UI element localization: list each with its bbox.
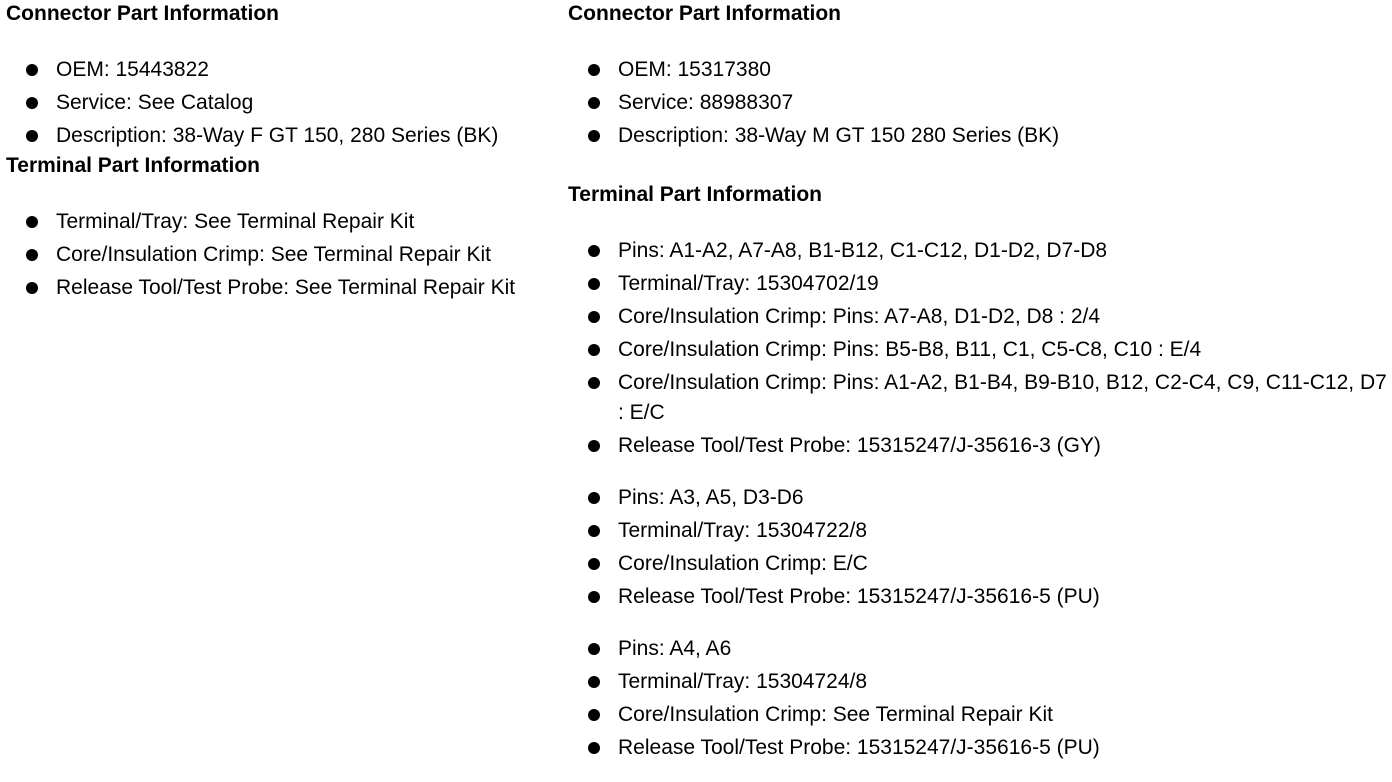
terminal-part-list: [6, 207, 554, 303]
list-item: Service: See Catalog: [6, 88, 554, 118]
terminal-part-heading: Terminal Part Information: [6, 154, 260, 177]
list-item: Description: 38-Way M GT 150 280 Series (BK): [568, 121, 1392, 151]
list-item: Core/Insulation Crimp: Pins: A1-A2, B1-B4, B9-B10, B12, C2-C4, C9, C11-C12, D7 : E/C: [568, 368, 1392, 428]
right-column: [568, 0, 1392, 766]
list-item: OEM: 15443822: [6, 55, 554, 85]
terminal-group: [568, 236, 1392, 461]
list-item: Service: 88988307: [568, 88, 1392, 118]
terminal-part-heading: Terminal Part Information: [568, 183, 822, 206]
connector-part-list: [568, 55, 1392, 151]
list-item: Release Tool/Test Probe: See Terminal Repair Kit: [6, 273, 554, 303]
list-item: Terminal/Tray: See Terminal Repair Kit: [6, 207, 554, 237]
list-item: Core/Insulation Crimp: E/C: [568, 549, 1392, 579]
list-item: OEM: 15317380: [568, 55, 1392, 85]
list-item: Release Tool/Test Probe: 15315247/J-35616-5 (PU): [568, 582, 1392, 612]
connector-part-heading: Connector Part Information: [568, 2, 842, 25]
list-item: Pins: A4, A6: [568, 634, 1392, 664]
group-spacer: [568, 615, 1392, 634]
list-item: Pins: A1-A2, A7-A8, B1-B12, C1-C12, D1-D2, D7-D8: [568, 236, 1392, 266]
list-item: Core/Insulation Crimp: Pins: A7-A8, D1-D2, D8 : 2/4: [568, 302, 1392, 332]
terminal-part-groups: [568, 236, 1392, 763]
list-item: Terminal/Tray: 15304724/8: [568, 667, 1392, 697]
connector-part-heading: Connector Part Information: [6, 2, 280, 25]
list-item: Pins: A3, A5, D3-D6: [568, 483, 1392, 513]
list-item: Core/Insulation Crimp: See Terminal Repair Kit: [568, 700, 1392, 730]
terminal-group: [568, 483, 1392, 612]
list-item: Description: 38-Way F GT 150, 280 Series (BK): [6, 121, 554, 151]
group-spacer: [568, 464, 1392, 483]
list-item: Core/Insulation Crimp: Pins: B5-B8, B11, C1, C5-C8, C10 : E/4: [568, 335, 1392, 365]
list-item: Terminal/Tray: 15304722/8: [568, 516, 1392, 546]
terminal-group: [568, 634, 1392, 763]
list-item: Release Tool/Test Probe: 15315247/J-35616-5 (PU): [568, 733, 1392, 763]
list-item: Core/Insulation Crimp: See Terminal Repair Kit: [6, 240, 554, 270]
list-item: Release Tool/Test Probe: 15315247/J-35616-3 (GY): [568, 431, 1392, 461]
list-item: Terminal/Tray: 15304702/19: [568, 269, 1392, 299]
left-column: [6, 0, 554, 306]
connector-part-list: [6, 55, 554, 151]
